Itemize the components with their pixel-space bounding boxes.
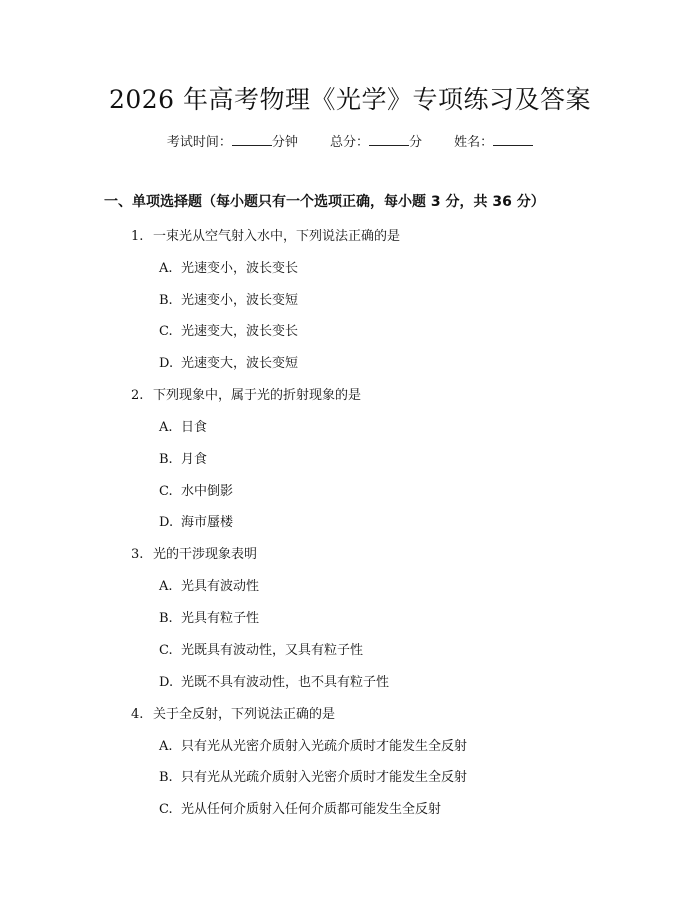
option-letter: A. bbox=[159, 261, 173, 276]
option-text: 只有光从光密介质射入光疏介质时才能发生全反射 bbox=[181, 739, 468, 754]
option-letter: D. bbox=[159, 356, 174, 371]
option-text: 日食 bbox=[181, 420, 208, 435]
option-text: 水中倒影 bbox=[181, 484, 234, 499]
student-name-field bbox=[454, 131, 533, 150]
total-score-unit: 分 bbox=[409, 135, 423, 150]
option-3b bbox=[159, 607, 259, 626]
option-text: 光速变大，波长变长 bbox=[181, 324, 299, 339]
total-score-field bbox=[330, 131, 422, 150]
option-text: 海市蜃楼 bbox=[181, 515, 234, 530]
option-2d bbox=[159, 511, 233, 530]
question-number: 1. bbox=[131, 229, 144, 244]
exam-time-blank[interactable] bbox=[232, 135, 272, 146]
option-3d bbox=[159, 671, 389, 690]
option-text: 光从任何介质射入任何介质都可能发生全反射 bbox=[181, 802, 442, 817]
option-1d bbox=[159, 352, 298, 371]
option-letter: A. bbox=[159, 579, 173, 594]
exam-time-field bbox=[167, 131, 298, 150]
page-title: 2026 年高考物理《光学》专项练习及答案 bbox=[108, 85, 592, 114]
option-text: 光具有波动性 bbox=[181, 579, 260, 594]
option-text: 光既不具有波动性，也不具有粒子性 bbox=[181, 675, 390, 690]
option-letter: B. bbox=[159, 770, 173, 785]
option-1b bbox=[159, 289, 298, 308]
option-3a bbox=[159, 575, 259, 594]
total-score-blank[interactable] bbox=[369, 135, 409, 146]
option-letter: C. bbox=[159, 324, 173, 339]
option-letter: B. bbox=[159, 452, 173, 467]
student-name-label: 姓名： bbox=[454, 135, 494, 150]
option-text: 光速变小，波长变长 bbox=[181, 261, 299, 276]
question-1 bbox=[131, 225, 400, 244]
option-letter: C. bbox=[159, 802, 173, 817]
option-letter: A. bbox=[159, 420, 173, 435]
option-text: 月食 bbox=[181, 452, 208, 467]
question-2 bbox=[131, 384, 361, 403]
option-text: 只有光从光疏介质射入光密介质时才能发生全反射 bbox=[181, 770, 468, 785]
option-3c bbox=[159, 639, 363, 658]
exam-time-unit: 分钟 bbox=[271, 135, 298, 150]
option-letter: D. bbox=[159, 515, 174, 530]
option-text: 光速变小，波长变短 bbox=[181, 293, 299, 308]
question-text: 一束光从空气射入水中，下列说法正确的是 bbox=[153, 229, 401, 244]
question-text: 下列现象中，属于光的折射现象的是 bbox=[153, 388, 362, 403]
total-score-label: 总分： bbox=[329, 135, 369, 150]
option-text: 光既具有波动性，又具有粒子性 bbox=[181, 643, 364, 658]
question-number: 2. bbox=[131, 388, 144, 403]
option-letter: B. bbox=[159, 293, 173, 308]
question-text: 光的干涉现象表明 bbox=[153, 547, 258, 562]
option-text: 光速变大，波长变短 bbox=[181, 356, 299, 371]
exam-info-line bbox=[0, 131, 700, 150]
option-letter: C. bbox=[159, 643, 173, 658]
section-heading-single-choice: 一、单项选择题（每小题只有一个选项正确，每小题 3 分，共 36 分） bbox=[104, 194, 545, 210]
question-4 bbox=[131, 703, 335, 722]
option-2a bbox=[159, 416, 207, 435]
option-text: 光具有粒子性 bbox=[181, 611, 260, 626]
option-letter: D. bbox=[159, 675, 174, 690]
option-1a bbox=[159, 257, 298, 276]
question-number: 3. bbox=[131, 547, 144, 562]
question-text: 关于全反射，下列说法正确的是 bbox=[153, 707, 336, 722]
option-4a bbox=[159, 735, 467, 754]
option-2c bbox=[159, 480, 233, 499]
student-name-blank[interactable] bbox=[493, 135, 533, 146]
option-4c bbox=[159, 798, 441, 817]
option-4b bbox=[159, 766, 467, 785]
option-2b bbox=[159, 448, 207, 467]
question-3 bbox=[131, 543, 257, 562]
option-letter: B. bbox=[159, 611, 173, 626]
option-1c bbox=[159, 320, 298, 339]
option-letter: C. bbox=[159, 484, 173, 499]
exam-time-label: 考试时间： bbox=[166, 135, 232, 150]
question-number: 4. bbox=[131, 707, 144, 722]
option-letter: A. bbox=[159, 739, 173, 754]
